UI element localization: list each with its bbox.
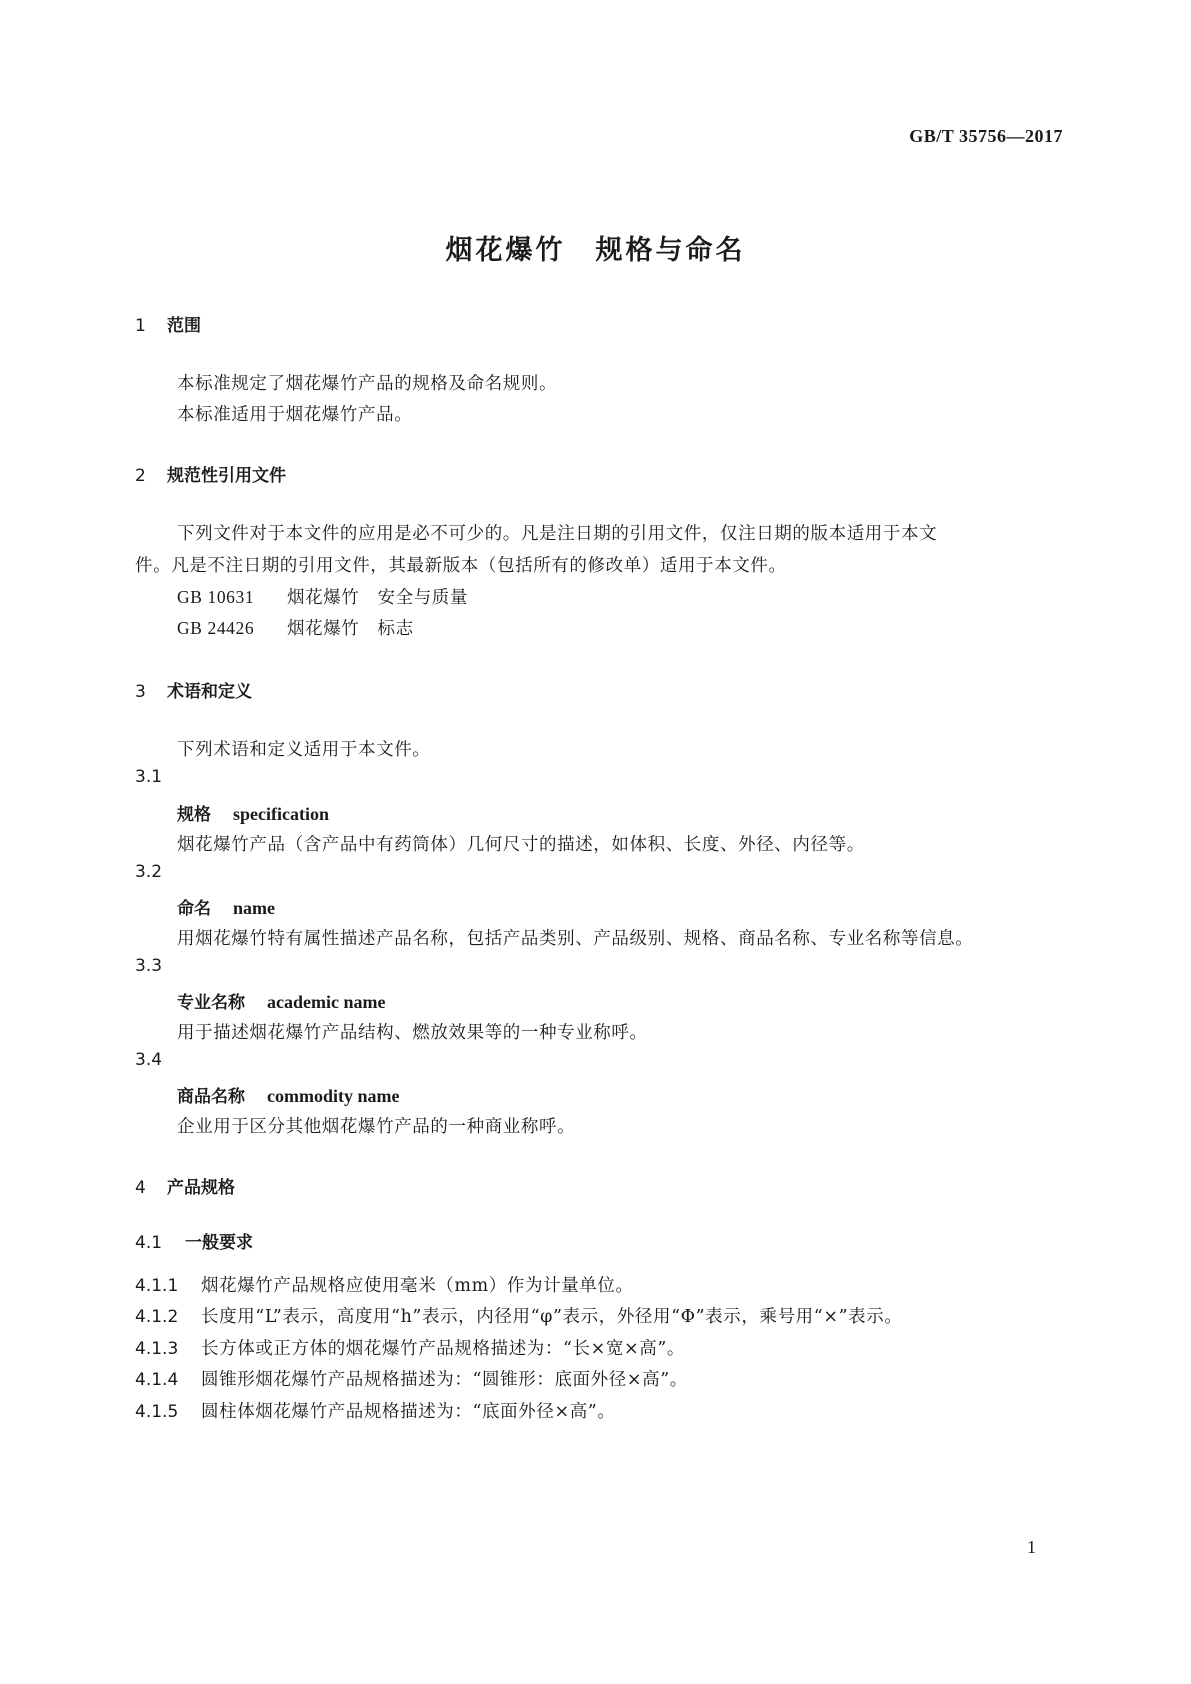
term-definition: 用于描述烟花爆竹产品结构、燃放效果等的一种专业称呼。 [177, 1023, 648, 1043]
section-title: 产品规格 [167, 1178, 235, 1198]
term-number: 3.1 [135, 767, 163, 787]
subsection-number: 4.1 [135, 1233, 163, 1253]
clause-text: 圆柱体烟花爆竹产品规格描述为：“底面外径×高”。 [201, 1402, 616, 1422]
section-number: 4 [135, 1178, 146, 1198]
term-heading [177, 894, 275, 919]
paragraph: 下列文件对于本文件的应用是必不可少的。凡是注日期的引用文件，仅注日期的版本适用于本文 [177, 524, 938, 544]
section-number: 1 [135, 316, 146, 336]
clause [135, 1366, 688, 1391]
subsection-heading [135, 1228, 253, 1253]
section-title: 规范性引用文件 [167, 466, 286, 486]
normative-reference [177, 584, 468, 609]
term-zh: 专业名称 [177, 993, 245, 1013]
term-zh: 规格 [177, 805, 211, 825]
paragraph: 本标准规定了烟花爆竹产品的规格及命名规则。 [177, 374, 558, 394]
section-heading-4 [135, 1173, 235, 1198]
clause-text: 烟花爆竹产品规格应使用毫米（mm）作为计量单位。 [201, 1276, 634, 1296]
term-heading [177, 800, 329, 825]
clause [135, 1335, 685, 1360]
term-en: specification [233, 804, 329, 824]
normative-reference [177, 615, 414, 640]
term-zh: 商品名称 [177, 1087, 245, 1107]
reference-code: GB 24426 [177, 618, 255, 638]
document-title: 烟花爆竹 规格与命名 [445, 235, 746, 266]
term-number: 3.4 [135, 1050, 163, 1070]
standard-number: GB/T 35756—2017 [909, 126, 1063, 146]
section-number: 3 [135, 682, 146, 702]
page-number: 1 [1027, 1537, 1036, 1557]
clause-number: 4.1.5 [135, 1402, 179, 1422]
clause [135, 1303, 902, 1328]
reference-code: GB 10631 [177, 587, 255, 607]
clause-text: 长度用“L”表示，高度用“h”表示，内径用“φ”表示，外径用“Φ”表示，乘号用“×”表示。 [201, 1307, 903, 1327]
term-heading [177, 1082, 399, 1107]
section-heading-3 [135, 677, 252, 702]
term-definition: 用烟花爆竹特有属性描述产品名称，包括产品类别、产品级别、规格、商品名称、专业名称等信息。 [177, 929, 974, 949]
section-title: 范围 [167, 316, 201, 336]
section-heading-2 [135, 461, 286, 486]
clause-text: 长方体或正方体的烟花爆竹产品规格描述为：“长×宽×高”。 [201, 1339, 686, 1359]
term-heading [177, 988, 385, 1013]
term-en: commodity name [267, 1086, 400, 1106]
term-number: 3.3 [135, 956, 163, 976]
clause-number: 4.1.3 [135, 1339, 179, 1359]
reference-title: 烟花爆竹 标志 [287, 619, 414, 639]
clause-number: 4.1.1 [135, 1276, 179, 1296]
subsection-title: 一般要求 [185, 1233, 253, 1253]
clause [135, 1398, 615, 1423]
section-number: 2 [135, 466, 146, 486]
section-title: 术语和定义 [167, 682, 252, 702]
clause-text: 圆锥形烟花爆竹产品规格描述为：“圆锥形：底面外径×高”。 [201, 1370, 688, 1390]
term-en: academic name [267, 992, 386, 1012]
clause-number: 4.1.2 [135, 1307, 179, 1327]
paragraph: 本标准适用于烟花爆竹产品。 [177, 405, 413, 425]
term-definition: 烟花爆竹产品（含产品中有药筒体）几何尺寸的描述，如体积、长度、外径、内径等。 [177, 835, 865, 855]
clause [135, 1272, 634, 1297]
term-zh: 命名 [177, 899, 211, 919]
term-definition: 企业用于区分其他烟花爆竹产品的一种商业称呼。 [177, 1117, 576, 1137]
paragraph: 下列术语和定义适用于本文件。 [177, 740, 431, 760]
term-number: 3.2 [135, 862, 163, 882]
clause-number: 4.1.4 [135, 1370, 179, 1390]
reference-title: 烟花爆竹 安全与质量 [287, 588, 468, 608]
term-en: name [233, 898, 275, 918]
paragraph-continuation: 件。凡是不注日期的引用文件，其最新版本（包括所有的修改单）适用于本文件。 [135, 556, 787, 576]
section-heading-1 [135, 311, 201, 336]
